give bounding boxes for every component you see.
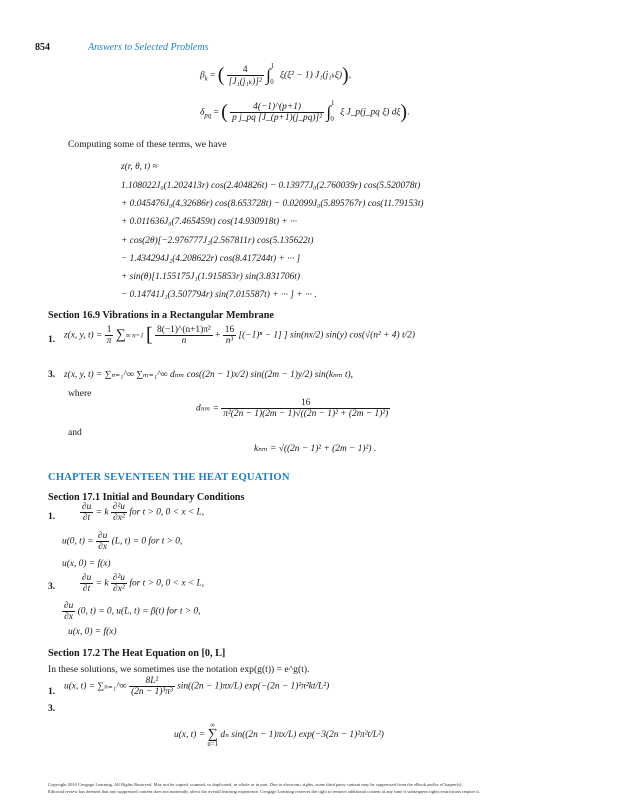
boundary-condition-3: $\frac{\partial u}{\partial x}$ (0, t) = 0, u(L, t) = β(t) for t > 0, <box>64 601 201 622</box>
problem-number: 3. <box>48 703 56 714</box>
problem-number: 3. <box>48 581 56 592</box>
problem-number: 1. <box>48 334 56 345</box>
section-17-2-title: Section 17.2 The Heat Equation on [0, L] <box>48 648 226 659</box>
page-number: 854 <box>35 42 50 53</box>
and-text: and <box>68 427 82 438</box>
section-16-9-title: Section 16.9 Vibrations in a Rectangular Membrane <box>48 310 274 321</box>
expansion-line: − 0.14741J₁(3.507794r) sin(7.015587t) + ··· ] + ··· . <box>121 290 317 300</box>
section-16-9-problem-3: z(x, y, t) = ∑ₙ₌₁^∞ ∑ₘ₌₁^∞ dₙₘ cos((2n − 1)x/2) sin((2m − 1)y/2) sin(kₙₘ t), <box>64 370 353 380</box>
section-17-2-problem-3: u(x, t) = ∞ ∑ n=1 dₙ sin((2n − 1)πx/L) exp(−3(2n − 1)²π²t/L²) <box>174 722 384 748</box>
expansion-line: − 1.434294J₂(4.208622r) cos(8.417244t) + ··· ] <box>121 254 301 264</box>
initial-condition-3: u(x, 0) = f(x) <box>68 627 117 637</box>
beta-lhs: β <box>200 70 205 81</box>
problem-number: 1. <box>48 511 56 522</box>
expansion-line: + 0.011636J₀(7.465459t) cos(14.930918t) + ··· <box>121 217 298 227</box>
initial-condition-1: u(x, 0) = f(x) <box>62 559 111 569</box>
expansion-line: + cos(2θ)[−2.976777J₂(2.567811r) cos(5.135622t) <box>121 236 314 246</box>
chapter-title: CHAPTER SEVENTEEN THE HEAT EQUATION <box>48 472 290 483</box>
copyright-line: Copyright 2010 Cengage Learning. All Rights Reserved. May not be copied, scanned, or duplicated, in whole or in part. Due to electronic rights, some third party content may be suppressed from the eBook and/or eChapter(s). <box>48 782 463 787</box>
k-nm-equation: kₙₘ = √((2n − 1)² + (2m − 1)²) . <box>254 444 377 454</box>
expansion-line: z(r, θ, t) ≈ <box>121 162 158 172</box>
where-text: where <box>68 388 92 399</box>
heat-pde-3: $\frac{\partial u}{\partial t}$ = k $\frac{\text{∂²u}}{\text{∂x²}}$ for t > 0, 0 < x < L, <box>82 573 205 594</box>
expansion-line: + 0.045476J₀(4.32686r) cos(8.653728t) − 0.02099J₀(5.895767r) cos(11.79153t) <box>121 199 424 209</box>
problem-number: 1. <box>48 686 56 697</box>
expansion-line: 1.108022J₀(1.202413r) cos(2.404826t) − 0.13977J₀(2.760039r) cos(5.520078t) <box>121 181 421 191</box>
delta-equation: $\delta_{pq}$ = ( $\frac{4(-1)\^{}(p+1)}{\text{p j\_pq [J\_(p+1)(j\_pq)]²}}$ ∫$^1_0$ ξ J_p(j_pq ξ) dξ). <box>200 99 410 123</box>
section-16-9-problem-1: z(x, y, t) = $\frac{1}{\pi}$ ∑∞ n=1 [ $\frac{\text{8(−1)\textasciicircum{}(n+1)π²}}{n}$ + $\frac{16}{\text{n³}}$ [(−1)ⁿ − 1] ] sin(nx/2) sin(y) cos(√(n² + 4) t/2) <box>64 324 415 346</box>
running-title: Answers to Selected Problems <box>88 42 209 53</box>
delta-integrand: ξ J_p(j_pq ξ) dξ <box>340 107 401 118</box>
delta-lhs: δ <box>200 107 205 118</box>
beta-equation: $\beta_k$ = ( $\frac{4}{\text{[J₁(j₁ₖ)]²}}$ ∫$^1_0$ ξ(ξ² − 1) J₁(j₁ₖξ)), <box>200 62 352 87</box>
computing-text: Computing some of these terms, we have <box>68 139 227 150</box>
heat-pde-1: $\frac{\partial u}{\partial t}$ = k $\frac{\text{∂²u}}{\text{∂x²}}$ for t > 0, 0 < x < L, <box>82 502 205 523</box>
section-17-2-problem-1: u(x, t) = ∑ₙ₌₁^∞ $\frac{\text{8L²}}{\text{(2n − 1)³π³}}$ sin((2n − 1)πx/L) exp(−(2n − 1)²π²kt/L²) <box>64 676 330 697</box>
problem-number: 3. <box>48 369 56 380</box>
boundary-condition-1: u(0, t) = $\frac{\partial u}{\partial x}$ (L, t) = 0 for t > 0, <box>62 531 183 552</box>
delta-fraction: $\frac{4(-1)\^{}(p+1)}{\text{p j\_pq [J\_(p+1)(j\_pq)]²}}$ <box>232 102 323 123</box>
beta-fraction: $\frac{4}{\text{[J₁(j₁ₖ)]²}}$ <box>228 64 262 87</box>
notation-intro: In these solutions, we sometimes use the notation exp(g(t)) = e^g(t). <box>48 664 310 675</box>
expansion-line: + sin(θ)[1.155175J₁(1.915853r) sin(3.831706t) <box>121 272 301 282</box>
copyright-line: Editorial review has deemed that any suppressed content does not materially affect the overall learning experience. Cengage Learning reserves the right to remove additional content at any time if subsequent rights restrictions require it. <box>48 789 480 794</box>
beta-integrand: ξ(ξ² − 1) J₁(j₁ₖξ) <box>279 70 343 81</box>
d-nm-equation: dₙₘ = $\frac{16}{\text{π²(2n − 1)(2m − 1)√((2n − 1)² + (2m − 1)²)}}$ <box>196 398 389 419</box>
section-17-1-title: Section 17.1 Initial and Boundary Conditions <box>48 492 245 503</box>
